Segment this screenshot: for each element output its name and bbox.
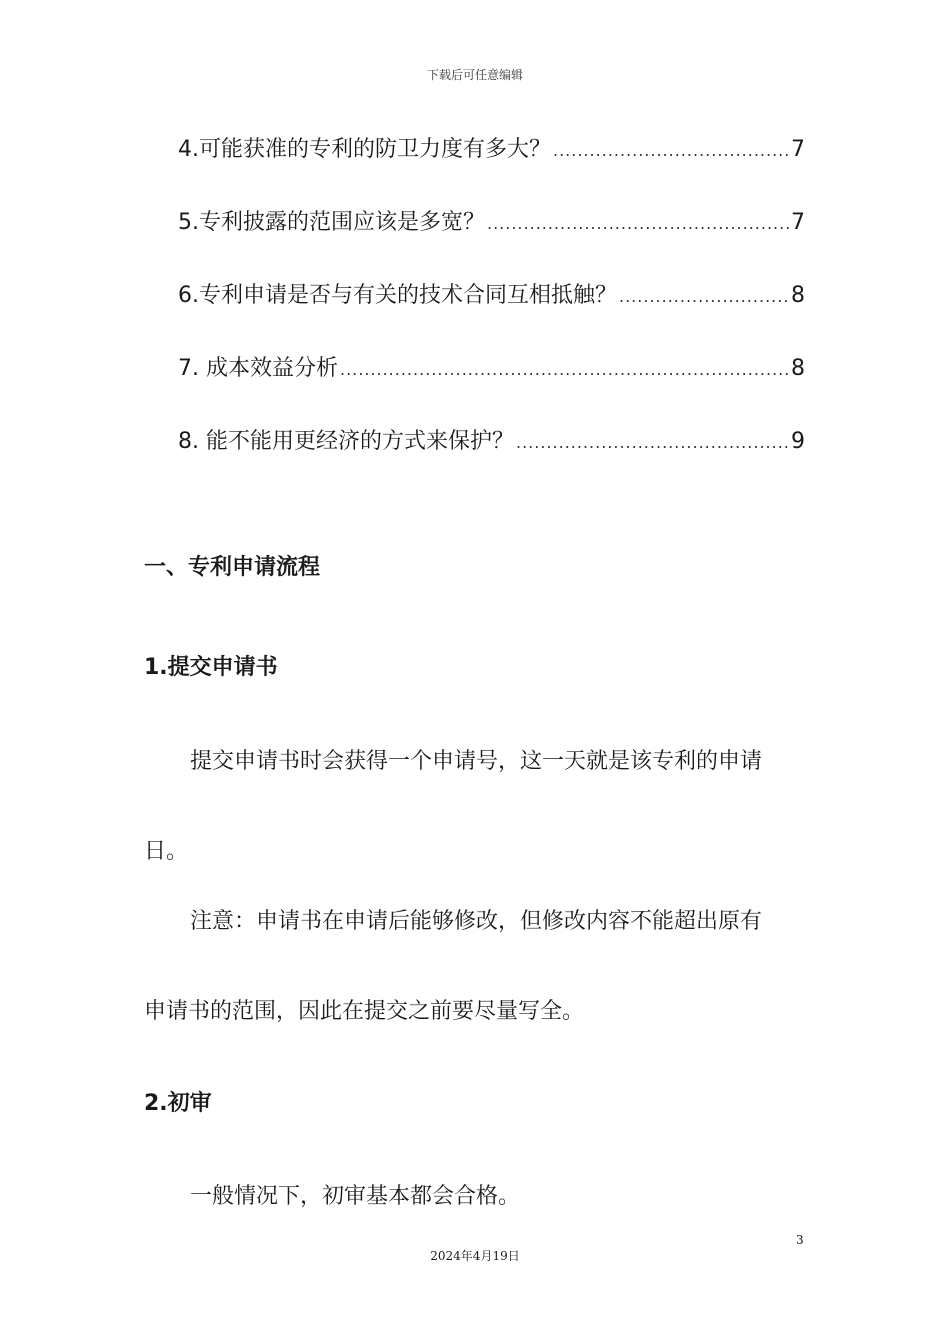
toc-entry[interactable] [178,132,805,205]
step-1-paragraph-2-line-2: 申请书的范围，因此在提交之前要尽量写全。 [144,999,585,1024]
step-1-paragraph-1-line-1: 提交申请书时会获得一个申请号，这一天就是该专利的申请 [190,749,763,774]
toc-entry[interactable] [178,424,805,497]
toc-leader-dots [516,425,789,461]
step-1-paragraph-2-line-1: 注意：申请书在申请后能够修改，但修改内容不能超出原有 [190,909,763,934]
toc-entry[interactable] [178,205,805,278]
toc-entry-label: 8. 能不能用更经济的方式来保护？ [178,429,514,454]
toc-leader-dots [487,206,789,242]
toc-entry-page: 7 [791,137,805,162]
header-note: 下载后可任意编辑 [426,68,523,82]
page-number: 3 [796,1233,804,1247]
toc-entry-page: 7 [791,210,805,235]
toc-leader-dots [340,352,789,388]
toc-entry-label: 6.专利申请是否与有关的技术合同互相抵触？ [178,283,617,308]
toc-leader-dots [619,279,789,315]
table-of-contents [178,132,805,497]
step-1-paragraph-1-line-2: 日。 [144,839,189,864]
step-1-heading: 1.提交申请书 [144,655,278,680]
toc-entry-label: 7. 成本效益分析 [178,356,338,381]
toc-entry-page: 9 [791,429,805,454]
section-heading: 一、专利申请流程 [144,555,321,580]
toc-leader-dots [553,133,789,169]
toc-entry-label: 5.专利披露的范围应该是多宽？ [178,210,485,235]
toc-entry-page: 8 [791,283,805,308]
toc-entry[interactable] [178,278,805,351]
footer-date: 2024年4月19日 [430,1249,520,1263]
toc-entry-label: 4.可能获准的专利的防卫力度有多大？ [178,137,551,162]
toc-entry[interactable] [178,351,805,424]
toc-entry-page: 8 [791,356,805,381]
step-2-heading: 2.初审 [144,1091,212,1116]
step-2-paragraph-1: 一般情况下，初审基本都会合格。 [190,1184,521,1209]
